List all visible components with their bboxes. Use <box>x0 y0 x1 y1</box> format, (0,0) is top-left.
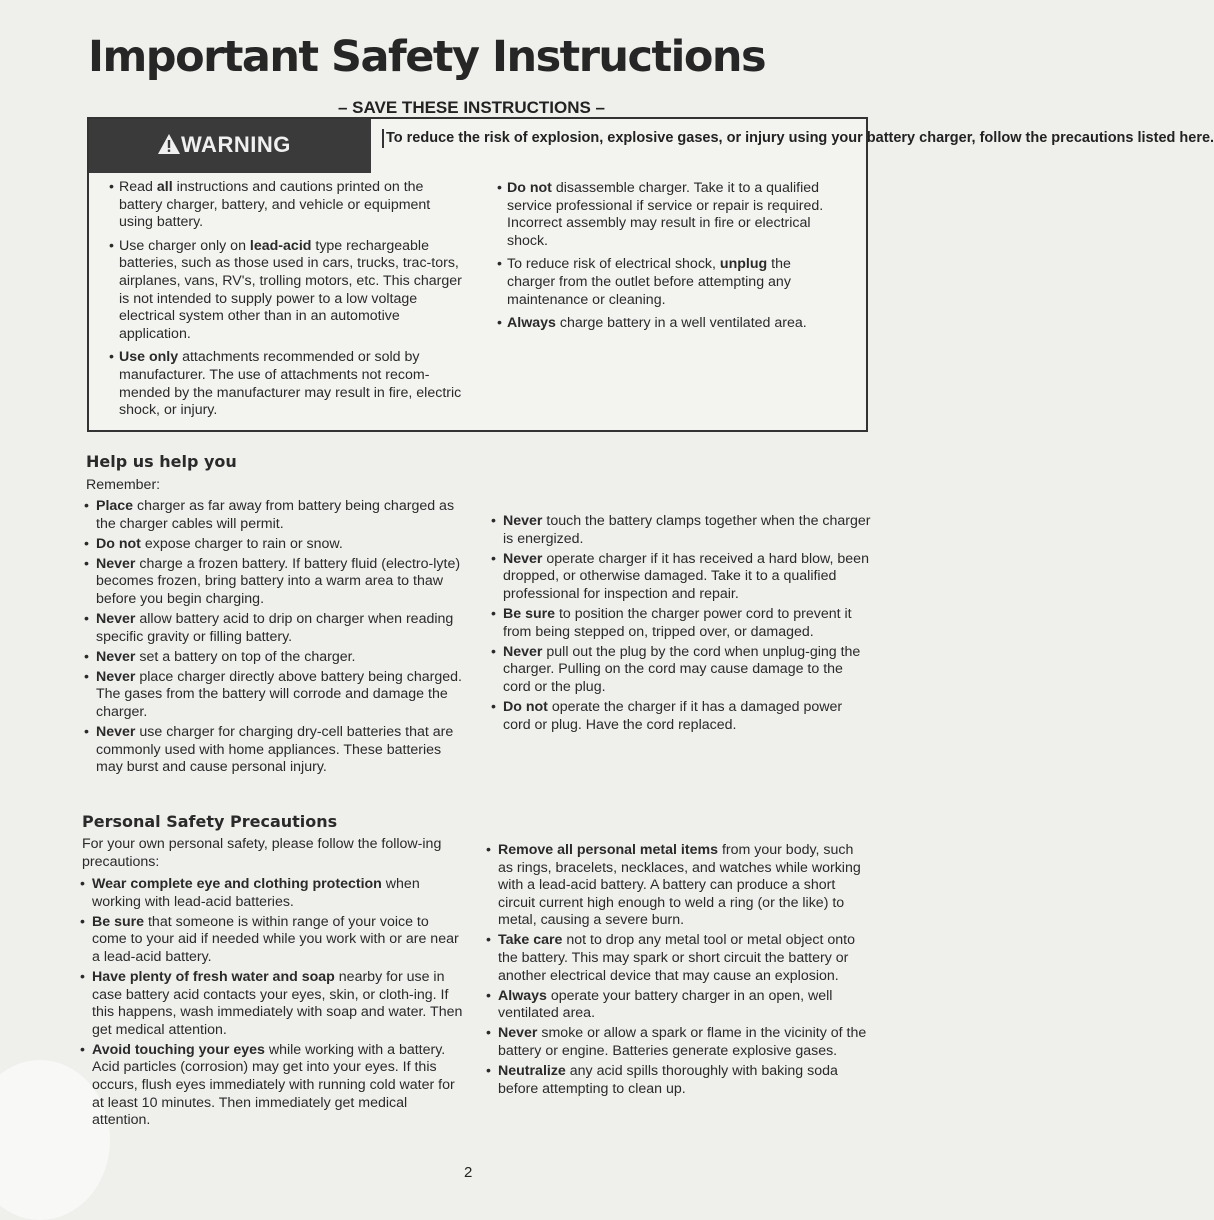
list-item <box>491 644 871 697</box>
personal-section-title: Personal Safety Precautions <box>82 812 338 831</box>
item-lead: Avoid touching your eyes <box>92 1041 265 1058</box>
item-text: the charger from the outlet before attempting any maintenance or cleaning. <box>507 256 791 308</box>
item-lead: Never <box>96 668 136 685</box>
item-lead: Never <box>96 724 136 741</box>
item-lead: Neutralize <box>498 1063 566 1080</box>
item-lead: Be sure <box>503 605 556 622</box>
item-text: set a battery on top of the charger. <box>135 648 356 665</box>
personal-list-right <box>486 842 870 1101</box>
help-section-title: Help us help you <box>86 452 237 471</box>
item-text: that someone is within range of your voice to come to your aid if needed while you work with or are near a lead-acid battery. <box>92 913 459 965</box>
list-item <box>486 932 870 985</box>
warning-banner <box>89 119 371 173</box>
item-text: any acid spills thoroughly with baking soda before attempting to clean up. <box>498 1063 838 1097</box>
list-item <box>84 498 466 533</box>
personal-intro: For your own personal safety, please follow the follow-ing precautions: <box>82 836 442 870</box>
list-item <box>486 988 870 1023</box>
list-item <box>80 1042 466 1130</box>
warning-triangle-icon <box>157 133 181 155</box>
item-text: operate your battery charger in an open, well ventilated area. <box>498 987 833 1022</box>
list-item <box>491 551 871 604</box>
list-item <box>486 1025 870 1060</box>
item-bold: unplug <box>719 256 768 273</box>
item-lead: Never <box>503 550 543 567</box>
list-item <box>80 969 466 1039</box>
item-pre: Use charger only on <box>119 237 250 254</box>
list-item <box>486 842 870 930</box>
item-text: pull out the plug by the cord when unplug-ging the charger. Pulling on the cord may cause damage to the cord or the plug. <box>503 643 861 695</box>
item-bold: lead-acid <box>249 237 312 254</box>
list-item <box>84 669 466 722</box>
page-title: Important Safety Instructions <box>88 32 766 82</box>
list-item <box>491 699 871 734</box>
item-text: use charger for charging dry-cell batteries that are commonly used with home appliances. These batteries may burst and cause personal injury. <box>96 724 454 776</box>
item-text: nearby for use in case battery acid contacts your eyes, skin, or cloth-ing. If this happens, wash immediately with soap and water. Then get medical attention. <box>92 968 463 1038</box>
item-text: instructions and cautions printed on the battery charger, battery, and vehicle or equipment using battery. <box>119 179 431 231</box>
list-item <box>486 1063 870 1098</box>
list-item <box>491 513 871 548</box>
item-lead: Never <box>503 513 543 529</box>
item-lead: Have plenty of fresh water and soap <box>92 968 335 985</box>
list-item <box>84 611 466 646</box>
item-bold: all <box>156 179 173 195</box>
list-item <box>109 349 464 419</box>
item-text: from your body, such as rings, bracelets, necklaces, and watches while working with a lead-acid battery. A battery can produce a short circuit current high enough to weld a ring (or the like) to metal, causing a severe burn. <box>498 842 861 929</box>
item-lead: Do not <box>96 535 141 552</box>
item-text: charge battery in a well ventilated area. <box>555 315 807 332</box>
item-lead: Never <box>498 1025 538 1042</box>
warning-list-left <box>109 179 464 426</box>
item-text: smoke or allow a spark or flame in the vicinity of the battery or engine. Batteries generate explosive gases. <box>498 1025 867 1060</box>
item-text: type rechargeable batteries, such as those used in cars, trucks, trac-tors, airplanes, vans, RV's, trolling motors, etc. This charger is not intended to supply power to a low voltage electrical system other than in an automotive application. <box>119 237 462 342</box>
item-lead: Do not <box>503 698 548 715</box>
item-text: attachments recommended or sold by manufacturer. The use of attachments not recom-mended by the manufacturer may result in fire, electric shock, or injury. <box>119 349 462 419</box>
warning-intro: To reduce the risk of explosion, explosive gases, or injury using your battery charger, follow the precautions listed here. <box>382 129 826 148</box>
personal-list-left <box>80 876 466 1132</box>
item-lead: Never <box>503 643 543 660</box>
item-text: operate charger if it has received a hard blow, been dropped, or otherwise damaged. Take it to a qualified professional for inspection and repair. <box>503 550 869 602</box>
item-lead: Never <box>96 611 136 628</box>
list-item <box>84 556 466 609</box>
list-item <box>109 238 464 344</box>
warning-label: WARNING <box>181 132 291 157</box>
page-subtitle: – SAVE THESE INSTRUCTIONS – <box>338 98 606 117</box>
item-text: not to drop any metal tool or metal object onto the battery. This may spark or short circuit the battery or another electrical device that may cause an explosion. <box>498 932 856 984</box>
item-lead: Do not <box>507 180 552 196</box>
item-lead: Take care <box>498 932 563 949</box>
list-item <box>84 536 466 554</box>
item-lead: Use only <box>119 349 179 366</box>
list-item <box>497 180 837 250</box>
help-list-right <box>491 513 871 737</box>
list-item <box>80 914 466 967</box>
item-lead: Remove all personal metal items <box>498 842 718 858</box>
item-pre: To reduce risk of electrical shock, <box>507 256 720 273</box>
item-text: operate the charger if it has a damaged power cord or plug. Have the cord replaced. <box>503 698 843 733</box>
list-item <box>491 606 871 641</box>
item-lead: Wear complete eye and clothing protection <box>92 876 382 892</box>
item-text: expose charger to rain or snow. <box>140 535 343 552</box>
list-item <box>84 649 466 667</box>
item-lead: Always <box>507 315 556 332</box>
list-item <box>80 876 466 911</box>
list-item <box>109 179 464 232</box>
list-item <box>84 724 466 777</box>
warning-list-right <box>497 180 837 339</box>
help-intro: Remember: <box>86 477 161 493</box>
item-lead: Be sure <box>92 913 145 930</box>
item-lead: Never <box>96 648 136 665</box>
item-text: touch the battery clamps together when the charger is energized. <box>503 513 871 547</box>
item-text: charger as far away from battery being charged as the charger cables will permit. <box>96 498 455 532</box>
item-lead: Never <box>96 555 136 572</box>
item-pre: Read <box>119 179 157 195</box>
item-lead: Place <box>96 498 134 514</box>
help-list-left <box>84 498 466 779</box>
item-text: disassemble charger. Take it to a qualified service professional if service or repair is required. Incorrect assembly may result in fire or electrical shock. <box>507 180 824 249</box>
item-text: to position the charger power cord to prevent it from being stepped on, tripped over, or damaged. <box>503 605 852 640</box>
item-text: allow battery acid to drip on charger when reading specific gravity or filling battery. <box>96 611 454 645</box>
item-text: when working with lead-acid batteries. <box>92 876 420 910</box>
item-text: while working with a battery. Acid particles (corrosion) may get into your eyes. If this occurs, flush eyes immediately with running cold water for at least 10 minutes. Then immediately get medical attention. <box>92 1041 455 1129</box>
list-item <box>497 315 837 333</box>
warning-box <box>87 117 1214 432</box>
item-text: place charger directly above battery being charged. The gases from the battery will corrode and damage the charger. <box>96 668 462 721</box>
list-item <box>497 256 837 309</box>
item-text: charge a frozen battery. If battery fluid (electro-lyte) becomes frozen, bring battery into a warm area to thaw before you begin charging. <box>96 555 461 607</box>
page-number: 2 <box>464 1164 473 1181</box>
item-lead: Always <box>498 987 547 1004</box>
